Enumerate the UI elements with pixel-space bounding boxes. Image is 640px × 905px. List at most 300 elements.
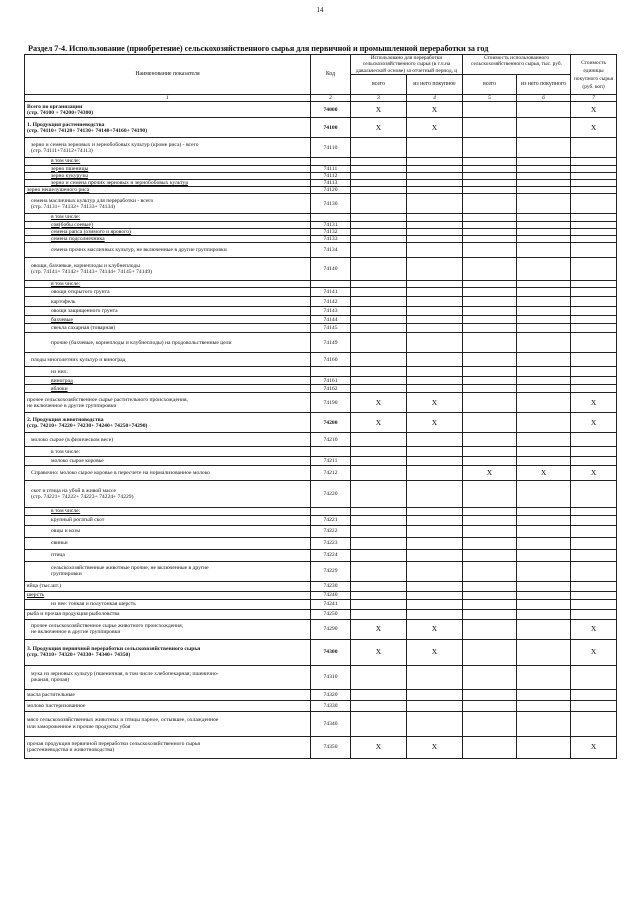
row-code: 74142 (311, 297, 351, 307)
value-cell-c4 (407, 333, 463, 353)
value-cell-c6 (517, 508, 571, 515)
table-row (25, 599, 617, 609)
value-cell-c5 (463, 118, 517, 138)
value-cell-c3 (351, 194, 407, 214)
row-code: 74100 (311, 118, 351, 138)
value-cell-c4 (407, 609, 463, 619)
row-code: 74131 (311, 221, 351, 228)
row-code: 74110 (311, 138, 351, 158)
value-cell-c3 (351, 221, 407, 228)
value-cell-c7 (571, 228, 617, 235)
value-cell-c3 (351, 581, 407, 591)
value-cell-c3 (351, 481, 407, 508)
row-code: 74120 (311, 187, 351, 194)
value-cell-c5 (463, 711, 517, 736)
value-cell-c4 (407, 700, 463, 711)
value-cell-c6 (517, 236, 571, 243)
value-cell-c6 (517, 297, 571, 307)
value-cell-c4 (407, 525, 463, 537)
value-cell-c4 (407, 447, 463, 457)
value-cell-c7: X (571, 619, 617, 639)
row-label: прочее сельскохозяйственное сырье животного происхождения, не включенное в другие группировки (25, 619, 311, 639)
value-cell-c5 (463, 281, 517, 288)
value-cell-c6 (517, 281, 571, 288)
value-cell-c4 (407, 549, 463, 561)
row-label: зерно и семена прочих зерновых и зернобобовых культур (25, 180, 311, 187)
value-cell-c7 (571, 385, 617, 393)
value-cell-c7 (571, 288, 617, 297)
value-cell-c7 (571, 221, 617, 228)
value-cell-c6 (517, 194, 571, 214)
value-cell-c6 (517, 581, 571, 591)
row-code (311, 367, 351, 377)
value-cell-c5 (463, 353, 517, 367)
table-row (25, 316, 617, 324)
value-cell-c6 (517, 591, 571, 599)
value-cell-c7 (571, 243, 617, 258)
row-label: Справочно: молоко сырое коровье в пересчете на нормализованное молоко (25, 466, 311, 481)
value-cell-c7 (571, 180, 617, 187)
table-row (25, 258, 617, 281)
row-label: бахчевые (25, 316, 311, 324)
value-cell-c4 (407, 515, 463, 525)
table-row (25, 711, 617, 736)
row-label: в том числе: (25, 214, 311, 221)
table-row (25, 393, 617, 413)
row-label: зерно пшеницы (25, 165, 311, 172)
table-row (25, 297, 617, 307)
row-label: в том числе: (25, 447, 311, 457)
row-code: 74145 (311, 324, 351, 333)
table-row (25, 385, 617, 393)
value-cell-c5 (463, 165, 517, 172)
value-cell-c5 (463, 288, 517, 297)
row-code: 74222 (311, 525, 351, 537)
value-cell-c4 (407, 466, 463, 481)
value-cell-c6 (517, 214, 571, 221)
header-total: всего (351, 75, 407, 95)
row-code: 74310 (311, 665, 351, 689)
value-cell-c5 (463, 413, 517, 433)
value-cell-c4 (407, 581, 463, 591)
row-label: зерно и семена зерновых и зернобобовых культур (кроме риса) - всего (стр. 74111+74112+74113) (25, 138, 311, 158)
value-cell-c7 (571, 367, 617, 377)
table-row (25, 367, 617, 377)
value-cell-c3 (351, 457, 407, 466)
row-code: 74133 (311, 236, 351, 243)
value-cell-c5 (463, 158, 517, 165)
value-cell-c5 (463, 333, 517, 353)
row-code: 74144 (311, 316, 351, 324)
table-row (25, 221, 617, 228)
value-cell-c4 (407, 377, 463, 385)
row-label: семена масличных культур для переработки - всего (стр. 74131+ 74132+ 74133+ 74134) (25, 194, 311, 214)
value-cell-c5 (463, 549, 517, 561)
row-code: 74130 (311, 194, 351, 214)
row-label: 2. Продукция животноводства (стр. 74210+ 74220+ 74230+ 74240+ 74250+74290) (25, 413, 311, 433)
table-row (25, 333, 617, 353)
table-row (25, 591, 617, 599)
header-code: Код (311, 55, 351, 95)
value-cell-c7 (571, 561, 617, 581)
value-cell-c7 (571, 187, 617, 194)
table-row (25, 158, 617, 165)
row-code: 74300 (311, 639, 351, 665)
row-label: в том числе: (25, 158, 311, 165)
table-row (25, 508, 617, 515)
row-label: зерно нешелушеного риса (25, 187, 311, 194)
value-cell-c4 (407, 665, 463, 689)
row-label: крупный рогатый скот (25, 515, 311, 525)
value-cell-c6 (517, 158, 571, 165)
value-cell-c6 (517, 561, 571, 581)
value-cell-c5 (463, 609, 517, 619)
row-label: яйца (тыс.шт.) (25, 581, 311, 591)
row-code: 74221 (311, 515, 351, 525)
value-cell-c3 (351, 367, 407, 377)
row-label: мясо сельскохозяйственных животных и птицы парное, остывшее, охлажденное или замороженное и прочие продукты убоя (25, 711, 311, 736)
value-cell-c6 (517, 333, 571, 353)
value-cell-c6 (517, 711, 571, 736)
column-number: 1 (25, 95, 311, 102)
table-row (25, 433, 617, 447)
value-cell-c4: X (407, 736, 463, 758)
row-label: прочие (бахчевые, корнеплоды и клубнеплоды) на продовольственные цели (25, 333, 311, 353)
value-cell-c7 (571, 307, 617, 316)
row-label: плоды многолетних культур и виноград (25, 353, 311, 367)
value-cell-c7: X (571, 393, 617, 413)
value-cell-c7 (571, 138, 617, 158)
table-row (25, 515, 617, 525)
value-cell-c5 (463, 433, 517, 447)
table-row (25, 194, 617, 214)
value-cell-c3 (351, 711, 407, 736)
table-row (25, 689, 617, 700)
value-cell-c3 (351, 316, 407, 324)
value-cell-c3 (351, 385, 407, 393)
value-cell-c3 (351, 172, 407, 179)
row-code: 74113 (311, 180, 351, 187)
value-cell-c7 (571, 481, 617, 508)
row-code: 74200 (311, 413, 351, 433)
value-cell-c4: X (407, 102, 463, 118)
row-code: 74161 (311, 377, 351, 385)
row-label: картофель (25, 297, 311, 307)
row-code (311, 281, 351, 288)
row-label: шерсть (25, 591, 311, 599)
table-row (25, 481, 617, 508)
value-cell-c3 (351, 525, 407, 537)
value-cell-c6 (517, 481, 571, 508)
value-cell-c6 (517, 228, 571, 235)
value-cell-c3 (351, 508, 407, 515)
row-label: 3. Продукция первичной переработки сельскохозяйственного сырья (стр. 74310+ 74320+ 74330+ 74340+ 74350) (25, 639, 311, 665)
value-cell-c6 (517, 457, 571, 466)
value-cell-c5 (463, 377, 517, 385)
value-cell-c7 (571, 194, 617, 214)
value-cell-c7 (571, 433, 617, 447)
table-row (25, 281, 617, 288)
value-cell-c3 (351, 158, 407, 165)
row-code (311, 158, 351, 165)
row-code (311, 508, 351, 515)
column-number: 5 (463, 95, 517, 102)
value-cell-c7 (571, 324, 617, 333)
row-code: 74340 (311, 711, 351, 736)
column-number: 7 (571, 95, 617, 102)
row-code: 74330 (311, 700, 351, 711)
table-row (25, 619, 617, 639)
value-cell-c3: X (351, 736, 407, 758)
table-row (25, 228, 617, 235)
value-cell-c6 (517, 307, 571, 316)
value-cell-c4 (407, 481, 463, 508)
table-row (25, 447, 617, 457)
value-cell-c6 (517, 324, 571, 333)
row-label: яблоки (25, 385, 311, 393)
row-code: 74143 (311, 307, 351, 316)
value-cell-c5 (463, 665, 517, 689)
data-table (24, 54, 617, 759)
value-cell-c4: X (407, 118, 463, 138)
value-cell-c7 (571, 447, 617, 457)
table-row (25, 102, 617, 118)
value-cell-c7 (571, 457, 617, 466)
row-label: в том числе: (25, 281, 311, 288)
value-cell-c5 (463, 243, 517, 258)
value-cell-c5 (463, 324, 517, 333)
section-title: Раздел 7-4. Использование (приобретение) сельскохозяйственного сырья для первичной и промышленной переработки за год (28, 44, 489, 53)
value-cell-c6 (517, 413, 571, 433)
value-cell-c3 (351, 549, 407, 561)
value-cell-c4 (407, 236, 463, 243)
value-cell-c3 (351, 187, 407, 194)
value-cell-c7 (571, 281, 617, 288)
value-cell-c7 (571, 353, 617, 367)
value-cell-c5 (463, 236, 517, 243)
row-code: 74190 (311, 393, 351, 413)
table-row (25, 561, 617, 581)
table-row (25, 736, 617, 758)
value-cell-c6 (517, 515, 571, 525)
row-code: 74240 (311, 591, 351, 599)
value-cell-c3 (351, 377, 407, 385)
row-label: масла растительные (25, 689, 311, 700)
row-label: 1. Продукция растениеводства (стр. 74110+ 74120+ 74130+ 74140+74160+ 74190) (25, 118, 311, 138)
value-cell-c3 (351, 433, 407, 447)
value-cell-c6 (517, 353, 571, 367)
value-cell-c5 (463, 385, 517, 393)
value-cell-c3 (351, 288, 407, 297)
row-code: 74160 (311, 353, 351, 367)
value-cell-c6 (517, 118, 571, 138)
value-cell-c7 (571, 377, 617, 385)
row-label: семена подсолнечника (25, 236, 311, 243)
value-cell-c6 (517, 447, 571, 457)
value-cell-c4 (407, 258, 463, 281)
row-code: 74210 (311, 433, 351, 447)
value-cell-c3 (351, 447, 407, 457)
row-label: рыба и прочая продукция рыболовства (25, 609, 311, 619)
value-cell-c5 (463, 700, 517, 711)
column-number: 6 (517, 95, 571, 102)
value-cell-c5 (463, 228, 517, 235)
column-number: 3 (351, 95, 407, 102)
table-row (25, 288, 617, 297)
table-row (25, 307, 617, 316)
value-cell-c6 (517, 609, 571, 619)
row-label: скот и птица на убой в живой массе (стр. 74221+ 74222+ 74223+ 74224+ 74229) (25, 481, 311, 508)
row-label: молоко сырое коровье (25, 457, 311, 466)
value-cell-c4 (407, 288, 463, 297)
value-cell-c4 (407, 243, 463, 258)
value-cell-c6 (517, 172, 571, 179)
value-cell-c4 (407, 316, 463, 324)
value-cell-c6 (517, 367, 571, 377)
value-cell-c4 (407, 385, 463, 393)
row-label: мука из зерновых культур (пшеничная, в том числе хлебопекарная; пшенично- ржаная, прочая) (25, 665, 311, 689)
value-cell-c7: X (571, 639, 617, 665)
page-number: 14 (316, 6, 324, 14)
value-cell-c4 (407, 187, 463, 194)
value-cell-c6 (517, 288, 571, 297)
value-cell-c3 (351, 561, 407, 581)
value-cell-c3 (351, 214, 407, 221)
row-label: прочая продукция первичной переработки сельскохозяйственного сырья (растениеводства и животноводства) (25, 736, 311, 758)
value-cell-c4 (407, 689, 463, 700)
value-cell-c7: X (571, 736, 617, 758)
value-cell-c5 (463, 258, 517, 281)
value-cell-c4 (407, 711, 463, 736)
row-code: 74241 (311, 599, 351, 609)
value-cell-c5 (463, 180, 517, 187)
row-label: овощи открытого грунта (25, 288, 311, 297)
value-cell-c3: X (351, 393, 407, 413)
header-purchased-cost: из него покупного (517, 75, 571, 95)
value-cell-c4 (407, 172, 463, 179)
value-cell-c6 (517, 619, 571, 639)
value-cell-c5 (463, 591, 517, 599)
value-cell-c6 (517, 243, 571, 258)
header-used: Использовано для переработки сельскохозяйственного сырья (в т.ч.на давальческой основе) за отчетный период, ц (351, 55, 463, 75)
table-row (25, 214, 617, 221)
row-label: соя(бобы соевые) (25, 221, 311, 228)
value-cell-c7 (571, 297, 617, 307)
value-cell-c6 (517, 433, 571, 447)
value-cell-c5 (463, 599, 517, 609)
table-row (25, 187, 617, 194)
value-cell-c3 (351, 515, 407, 525)
row-code: 74223 (311, 537, 351, 549)
table-row (25, 324, 617, 333)
value-cell-c5 (463, 481, 517, 508)
table-row (25, 118, 617, 138)
value-cell-c6 (517, 599, 571, 609)
value-cell-c5 (463, 515, 517, 525)
value-cell-c3: X (351, 102, 407, 118)
value-cell-c4 (407, 561, 463, 581)
value-cell-c5 (463, 221, 517, 228)
value-cell-c6 (517, 316, 571, 324)
value-cell-c4 (407, 158, 463, 165)
value-cell-c5 (463, 102, 517, 118)
table-row (25, 466, 617, 481)
row-label: семена рапса (озимого и ярового) (25, 228, 311, 235)
value-cell-c4 (407, 194, 463, 214)
value-cell-c7 (571, 700, 617, 711)
row-code: 74350 (311, 736, 351, 758)
value-cell-c5 (463, 307, 517, 316)
row-label: сельскохозяйственные животные прочие, не включенные в другие группировки (25, 561, 311, 581)
value-cell-c7 (571, 689, 617, 700)
table-row (25, 413, 617, 433)
value-cell-c6 (517, 736, 571, 758)
value-cell-c6: X (517, 466, 571, 481)
table-row (25, 353, 617, 367)
value-cell-c7: X (571, 466, 617, 481)
value-cell-c7 (571, 515, 617, 525)
header-total-cost: всего (463, 75, 517, 95)
value-cell-c3 (351, 324, 407, 333)
header-purchased: из него покупное (407, 75, 463, 95)
row-code: 74162 (311, 385, 351, 393)
row-label: овощи, бахчевые, корнеплоды и клубнеплоды (стр. 74141+ 74142+ 74143+ 74144+ 74145+ 74149) (25, 258, 311, 281)
row-code: 74141 (311, 288, 351, 297)
value-cell-c5: X (463, 466, 517, 481)
value-cell-c7 (571, 508, 617, 515)
value-cell-c7 (571, 549, 617, 561)
value-cell-c6 (517, 138, 571, 158)
table-row (25, 525, 617, 537)
value-cell-c3: X (351, 639, 407, 665)
value-cell-c5 (463, 316, 517, 324)
row-code: 74211 (311, 457, 351, 466)
value-cell-c7 (571, 711, 617, 736)
row-label: свиньи (25, 537, 311, 549)
value-cell-c3 (351, 180, 407, 187)
value-cell-c5 (463, 138, 517, 158)
header-unit-cost: Стоимость единицы покупного сырья (руб. коп) (571, 55, 617, 95)
value-cell-c3 (351, 307, 407, 316)
row-label: Всего по организации (стр. 74100 + 74200+74300) (25, 102, 311, 118)
value-cell-c3 (351, 609, 407, 619)
value-cell-c5 (463, 393, 517, 413)
row-label: в том числе: (25, 508, 311, 515)
value-cell-c4: X (407, 619, 463, 639)
row-label: овощи защищенного грунта (25, 307, 311, 316)
value-cell-c6 (517, 639, 571, 665)
value-cell-c5 (463, 581, 517, 591)
value-cell-c5 (463, 508, 517, 515)
table-row (25, 549, 617, 561)
row-code: 74134 (311, 243, 351, 258)
value-cell-c3 (351, 243, 407, 258)
value-cell-c6 (517, 393, 571, 413)
value-cell-c4 (407, 457, 463, 466)
value-cell-c7 (571, 214, 617, 221)
value-cell-c6 (517, 385, 571, 393)
value-cell-c5 (463, 194, 517, 214)
value-cell-c7 (571, 537, 617, 549)
value-cell-c7 (571, 236, 617, 243)
header-cost: Стоимость использованного сельскохозяйственного сырья, тыс. руб. (463, 55, 571, 75)
value-cell-c4 (407, 214, 463, 221)
value-cell-c7 (571, 172, 617, 179)
row-label: молоко сырое (в физическом весе) (25, 433, 311, 447)
row-code: 74220 (311, 481, 351, 508)
value-cell-c6 (517, 258, 571, 281)
value-cell-c4 (407, 433, 463, 447)
